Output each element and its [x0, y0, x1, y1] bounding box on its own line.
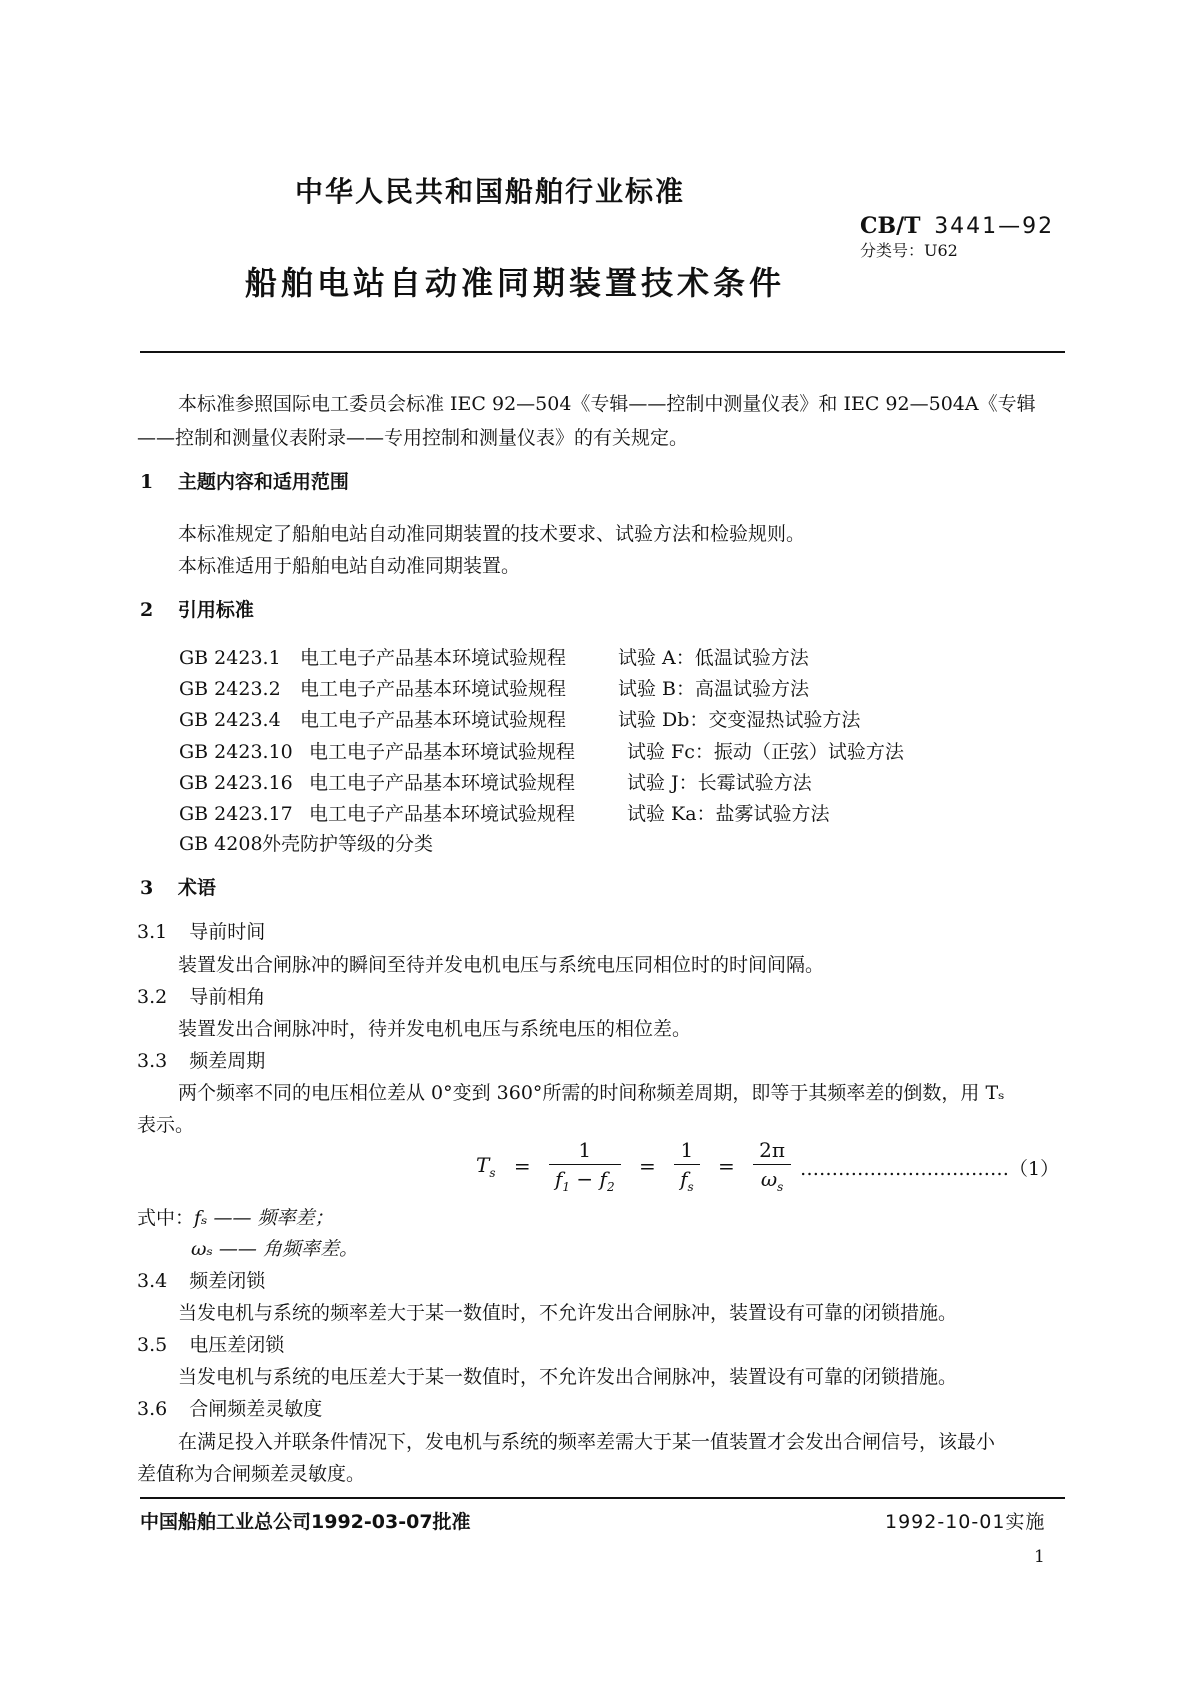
formula-where-line-2: ωₛ —— 角频率差。	[191, 1238, 358, 1260]
reference-number: GB 2423.10	[179, 741, 293, 763]
code-prefix: CB/T	[860, 213, 921, 239]
section-1-para-1: 本标准规定了船舶电站自动准同期装置的技术要求、试验方法和检验规则。	[178, 523, 806, 545]
term-title: 频差闭锁	[189, 1270, 266, 1292]
reference-title: 电工电子产品基本环境试验规程	[309, 803, 576, 825]
reference-test: 试验 J：长霉试验方法	[627, 772, 812, 794]
page-number: 1	[1034, 1547, 1045, 1567]
term-3-4	[137, 1266, 265, 1293]
term-title: 电压差闭锁	[189, 1334, 285, 1356]
equals-sign: =	[718, 1154, 735, 1178]
formula-1	[470, 1138, 797, 1194]
reference-title: 电工电子产品基本环境试验规程	[300, 709, 567, 731]
formula-lhs: $T_s$	[476, 1152, 496, 1180]
term-3-3-definition-line-1: 两个频率不同的电压相位差从 0°变到 360°所需的时间称频差周期，即等于其频率差的倒数，用 Tₛ	[178, 1082, 1005, 1104]
term-3-5-definition: 当发电机与系统的电压差大于某一数值时，不允许发出合闸脉冲，装置设有可靠的闭锁措施。	[178, 1366, 958, 1388]
term-3-4-definition: 当发电机与系统的频率差大于某一数值时，不允许发出合闸脉冲，装置设有可靠的闭锁措施。	[178, 1302, 958, 1324]
term-3-1-definition: 装置发出合闸脉冲的瞬间至待并发电机电压与系统电压同相位时的时间间隔。	[178, 954, 825, 976]
term-number: 3.3	[137, 1050, 168, 1072]
reference-test: 试验 Db：交变湿热试验方法	[618, 709, 861, 731]
reference-item	[179, 737, 904, 764]
term-3-1	[137, 917, 265, 944]
term-title: 导前相角	[189, 986, 266, 1008]
reference-number: GB 2423.17	[179, 803, 293, 825]
standard-code	[860, 213, 1054, 239]
term-3-2	[137, 982, 265, 1009]
term-number: 3.2	[137, 986, 168, 1008]
reference-test: 试验 Fc：振动（正弦）试验方法	[627, 741, 904, 763]
reference-item	[179, 768, 812, 795]
term-title: 导前时间	[189, 921, 266, 943]
section-2-number: 2	[140, 599, 154, 621]
term-number: 3.4	[137, 1270, 168, 1292]
reference-number: GB 2423.1	[179, 647, 281, 669]
formula-number: ……………………………（1）	[800, 1158, 1060, 1180]
section-3-heading	[140, 873, 216, 900]
term-number: 3.1	[137, 921, 168, 943]
approval-line: 中国船舶工业总公司1992-03-07批准	[140, 1511, 471, 1533]
fraction-3: $\frac{2\pi}{\omega_s}$	[753, 1138, 791, 1194]
equals-sign: =	[513, 1154, 531, 1178]
code-number: 3441—92	[934, 214, 1055, 239]
fraction-1: $\frac{1}{f_1 - f_2}$	[549, 1138, 621, 1194]
term-3-5	[137, 1330, 284, 1357]
term-3-6	[137, 1394, 322, 1421]
section-1-number: 1	[140, 471, 154, 493]
reference-title: 电工电子产品基本环境试验规程	[309, 741, 576, 763]
section-3-number: 3	[140, 877, 154, 899]
term-title: 频差周期	[189, 1050, 266, 1072]
term-3-2-definition: 装置发出合闸脉冲时，待并发电机电压与系统电压的相位差。	[178, 1018, 692, 1040]
footer-divider	[140, 1497, 1065, 1499]
formula-where-line-1	[137, 1203, 334, 1230]
term-3-3-definition-line-2: 表示。	[137, 1114, 195, 1136]
fraction-2: $\frac{1}{f_s}$	[674, 1138, 700, 1194]
term-3-3	[137, 1046, 265, 1073]
term-number: 3.5	[137, 1334, 168, 1356]
effective-date: 1992-10-01实施	[885, 1511, 1046, 1533]
section-2-heading	[140, 595, 254, 622]
classification-number: 分类号：U62	[860, 241, 958, 260]
reference-test: 试验 Ka：盐雾试验方法	[627, 803, 830, 825]
reference-test: 试验 A：低温试验方法	[618, 647, 809, 669]
term-number: 3.6	[137, 1398, 168, 1420]
intro-line-2: ——控制和测量仪表附录——专用控制和测量仪表》的有关规定。	[137, 427, 689, 449]
reference-item	[179, 705, 860, 732]
header-divider	[140, 351, 1065, 353]
document-title: 船舶电站自动准同期装置技术条件	[245, 264, 786, 302]
section-3-title: 术语	[177, 877, 216, 899]
reference-test: 试验 B：高温试验方法	[618, 678, 810, 700]
where-item: fₛ —— 频率差；	[194, 1207, 334, 1229]
reference-number: GB 2423.4	[179, 709, 281, 731]
term-3-6-definition-line-1: 在满足投入并联条件情况下，发电机与系统的频率差需大于某一值装置才会发出合闸信号，该最小	[178, 1431, 996, 1453]
intro-line-1: 本标准参照国际电工委员会标准 IEC 92—504《专辑——控制中测量仪表》和 IEC 92—504A《专辑	[178, 393, 1036, 415]
reference-item	[179, 799, 830, 826]
reference-item	[179, 674, 809, 701]
reference-title: 电工电子产品基本环境试验规程	[309, 772, 576, 794]
section-1-title: 主题内容和适用范围	[177, 471, 349, 493]
reference-number: GB 2423.16	[179, 772, 293, 794]
reference-title: 外壳防护等级的分类	[262, 833, 434, 855]
equals-sign: =	[638, 1154, 656, 1178]
section-1-heading	[140, 467, 349, 494]
section-1-para-2: 本标准适用于船舶电站自动准同期装置。	[178, 555, 521, 577]
reference-number: GB 2423.2	[179, 678, 281, 700]
reference-title: 电工电子产品基本环境试验规程	[300, 678, 567, 700]
reference-item	[179, 829, 433, 856]
reference-item	[179, 643, 809, 670]
term-title: 合闸频差灵敏度	[189, 1398, 323, 1420]
reference-number: GB 4208	[179, 833, 263, 855]
term-3-6-definition-line-2: 差值称为合闸频差灵敏度。	[137, 1463, 366, 1485]
section-2-title: 引用标准	[177, 599, 254, 621]
where-prefix: 式中：	[137, 1207, 195, 1229]
reference-title: 电工电子产品基本环境试验规程	[300, 647, 567, 669]
agency-title: 中华人民共和国船舶行业标准	[295, 175, 686, 208]
